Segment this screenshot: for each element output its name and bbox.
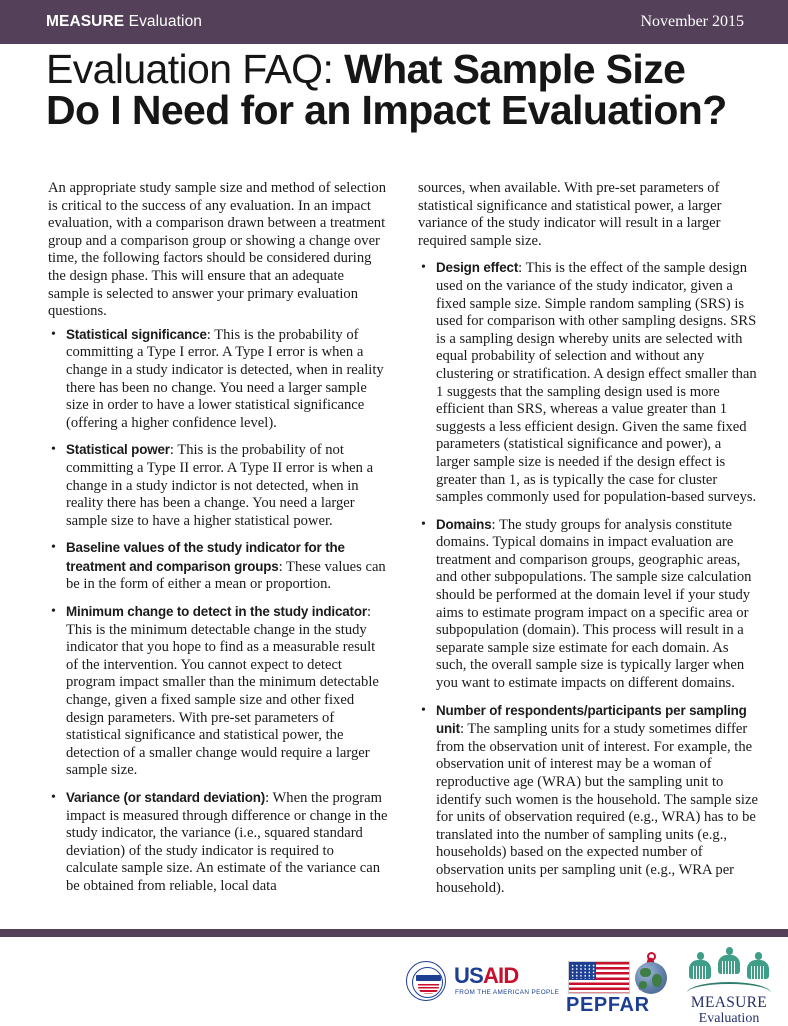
measure-wordmark: MEASURE [690,994,768,1011]
bullet-icon: • [51,326,56,342]
pepfar-wordmark: PEPFAR [566,994,650,1016]
factor-text: : These values can be in the form of either a mean or proportion. [66,558,386,593]
flag-stars [571,964,595,979]
list-item [418,702,758,898]
factor-text: : This is the probability of not committing a Type II error. A Type II error is when a change in a study indictor is not detected, when in reality there has been a change. You need a larger sample size to have a higher statistical power. [66,442,374,529]
person-body [747,960,769,979]
measure-evaluation-logo [680,947,778,1026]
factor-term: Number of respondents/participants per sampling unit [436,702,747,737]
list-item [418,516,758,693]
factor-term: Design effect [436,260,519,276]
right-factor-list [418,259,758,897]
intro-paragraph: An appropriate study sample size and method of selection is critical to the success of any evaluation. In an impact evaluation, with a comparison drawn between a treatment group and a comparison group or showing a change over time, the following factors should be considered during the design phase. This will ensure that an adequate sample is selected to answer your primary evaluation questions. [48,180,386,320]
pepfar-emblem [628,951,674,999]
header-bar [0,0,788,44]
usaid-seal-icon [406,961,446,1001]
bullet-icon: • [51,540,56,556]
us-flag-icon [568,961,630,994]
flag-canton [569,962,596,980]
right-column [418,180,758,906]
list-item [48,789,388,896]
list-item [48,539,388,594]
ribbon-knot [647,952,656,961]
globe-land [639,981,647,989]
usaid-word-aid: AID [482,963,519,988]
page-title [46,46,746,133]
left-factor-list [48,326,388,896]
bullet-icon: • [421,702,426,718]
bullet-icon: • [51,442,56,458]
bullet-icon: • [421,516,426,532]
factor-term: Minimum change to detect in the study indicator [66,604,367,620]
page-title-prefix: Evaluation FAQ: [46,46,345,92]
person-head [726,947,734,955]
header-brand [46,13,202,31]
footer-logos [0,945,788,1026]
person-head [697,952,705,960]
measure-arc [687,982,771,993]
factor-text: : When the program impact is measured through difference or change in the study indicator, the variance (i.e., squared standard deviation) of the study indicator is required to calculate sample size. An estimate of the variance can be obtained from reliable, local data [66,790,388,894]
globe-icon [635,962,667,994]
globe-land [640,968,651,977]
body-columns [0,180,788,910]
person-body [689,960,711,979]
footer-divider [0,929,788,937]
list-item [48,326,388,433]
factor-text: : This is the effect of the sample design used on the variance of the study indicator, given a fixed sample size. Simple random sampling (SRS) is used for comparison with other sampling designs. SRS is a sampling design whereby units are selected with equal probability of selection and without any clustering or stratification. A design effect smaller than 1 suggests that the sampling design used is more efficient than SRS, whereas a value greater than 1 suggests a less efficient design. Given the same fixed parameters (statistical significance and power), a larger sample size is needed if the design effect is greater than 1, as is typically the case for cluster samples commonly used for population-based surveys. [436,260,757,506]
pepfar-logo [566,951,678,1016]
usaid-seal-stripes [418,984,439,994]
usaid-wordmark [454,965,518,987]
usaid-seal-band [416,975,441,981]
continuation-paragraph: sources, when available. With pre-set parameters of statistical significance and statistical power, a larger variance of the study indicator will result in a larger required sample size. [418,180,722,249]
title-block [46,46,746,133]
header-brand-light: Evaluation [124,13,203,30]
person-figure [689,952,711,982]
person-figure [718,947,740,977]
globe-land [652,974,662,987]
usaid-word-us: US [454,963,483,988]
people-icon [688,947,770,981]
measure-subtitle: Evaluation [698,1011,760,1026]
factor-text: : This is the minimum detectable change in the study indicator that you hope to find as a measurable result of the intervention. You cannot expect to detect program impact smaller than the minimum detectable change, given a fixed sample size and other fixed design parameters. With pre-set parameters of statistical significance and statistical power, the detection of a smaller change would require a larger sample size. [66,604,379,779]
bullet-icon: • [51,604,56,620]
factor-text: : This is the probability of committing a Type I error. A Type I error is when a change in a study indicator is detected, when in reality there has been no change. You need a larger sample size in order to have a lower statistical significance (offering a higher confidence level). [66,326,384,431]
person-head [755,952,763,960]
usaid-tagline: FROM THE AMERICAN PEOPLE [455,989,560,996]
header-brand-strong: MEASURE [46,13,125,30]
person-figure [747,952,769,982]
list-item [48,603,388,780]
left-column [48,180,388,905]
factor-term: Baseline values of the study indicator for the treatment and comparison groups [66,540,345,574]
factor-term: Variance (or standard deviation) [66,790,266,805]
header-date: November 2015 [640,13,744,30]
usaid-logo [406,959,560,1003]
factor-term: Domains [436,516,492,532]
bullet-icon: • [51,790,56,805]
usaid-seal-inner [412,967,443,998]
page-title-question: What Sample Size Do I Need for an Impact Evaluation? [46,46,727,133]
list-item [48,441,388,530]
factor-text: : The study groups for analysis constitute domains. Typical domains in impact evaluation are treatment and comparison groups, geographic areas, and other subpopulations. The sample size calculation should be performed at the domain level if your study aims to estimate program impact on a specific area or subpopulation (domain). This process will result in a separate sample size estimate for each domain. As such, the overall sample size is typically larger when you want to estimate impacts on different domains. [436,516,752,692]
factor-term: Statistical power [66,442,170,458]
factor-text: : The sampling units for a study sometimes differ from the observation unit of interest. For example, the observation unit of interest may be a woman of reproductive age (WRA) but the sampling unit to identify such women is the household. The sample size for units of observation required (e.g., WRA) has to be translated into the number of sampling units (e.g., households) based on the expected number of observation units per sampling unit (e.g., WRA per household). [436,721,758,896]
list-item [418,259,758,506]
bullet-icon: • [421,260,426,276]
person-body [718,955,740,974]
factor-term: Statistical significance [66,326,207,342]
